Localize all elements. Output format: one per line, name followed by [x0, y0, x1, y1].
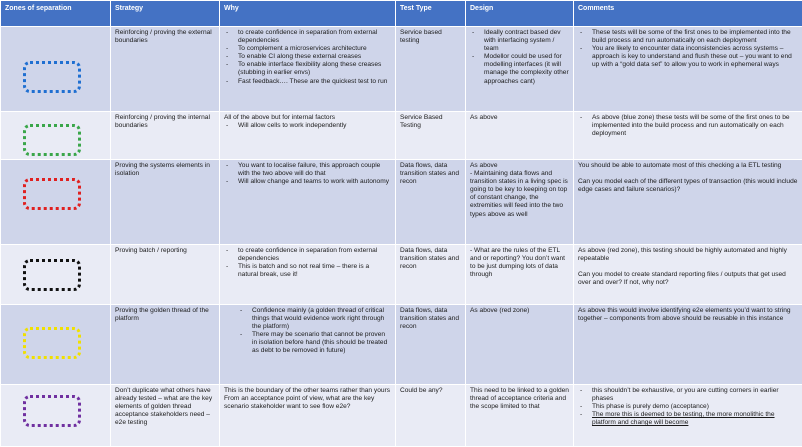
test-type-cell: Service based testing [396, 27, 466, 112]
header-comments: Comments [574, 1, 802, 27]
why-item: - To enable CI along these external creases [238, 53, 391, 61]
table-row [1, 305, 802, 385]
why-item: - to create confidence in separation from external dependencies [238, 247, 391, 263]
table-row [1, 385, 802, 447]
purple-zone-box [23, 395, 81, 427]
comment-text: Can you model to create standard reporting files / outputs that get used over and over? If not, why not? [578, 271, 798, 287]
comments-cell: As above this would involve identifying e2e elements you’d want to string together – components from above should be reusable in this instance [574, 305, 802, 385]
why-item: - To enable interface flexibility along these creases (stubbing in earlier envs) [238, 61, 391, 77]
design-text: - Maintaining data flows and transition states in a living spec is going to be key to keeping on top of constant change, the extremities will feed into the two types above as well [470, 170, 569, 219]
design-cell: As above [466, 112, 574, 160]
why-intro: All of the above but for internal factors [224, 114, 391, 122]
why-item: - This is batch and so not real time – there is a natural break, use it! [238, 263, 391, 279]
design-item: - Ideally contract based dev with interfacing system / team [484, 29, 569, 53]
table-row [1, 27, 802, 112]
comments-cell [574, 385, 802, 447]
why-text: This is the boundary of the other teams rather than yours [224, 387, 391, 395]
strategy-cell: Reinforcing / proving the internal boundaries [111, 112, 220, 160]
zone-cell [1, 305, 111, 385]
test-type-cell: Service Based Testing [396, 112, 466, 160]
comments-cell [574, 160, 802, 245]
comments-cell [574, 112, 802, 160]
test-type-cell: Could be any? [396, 385, 466, 447]
why-item: - You want to localise failure, this approach couple with the two above will do that [238, 162, 391, 178]
table-row [1, 160, 802, 245]
comment-text: As above (red zone), this testing should be highly automated and highly repeatable [578, 247, 798, 263]
why-cell [220, 305, 396, 385]
black-zone-box [23, 259, 81, 291]
zone-cell [1, 27, 111, 112]
why-item: - There may be scenario that cannot be proven in isolation before hand (this should be treated as debt to be removed in future) [252, 331, 391, 355]
strategy-cell: Don’t duplicate what others have already tested – what are the key elements of golden thread acceptance stakeholders need – e2e testing [111, 385, 220, 447]
header-zones: Zones of separation [1, 1, 111, 27]
design-cell [466, 160, 574, 245]
strategy-cell: Proving batch / reporting [111, 245, 220, 305]
header-design: Design [466, 1, 574, 27]
green-zone-box [23, 124, 81, 156]
test-type-cell: Data flows, data transition states and recon [396, 160, 466, 245]
comment-item: - this shouldn’t be exhaustive, or you are cutting corners in earlier phases [592, 387, 798, 403]
why-item: - Will allow cells to work independently [238, 122, 391, 130]
design-cell: This need to be linked to a golden thread of acceptance criteria and the scope limited to that [466, 385, 574, 447]
header-row [1, 1, 802, 27]
comment-item: - As above (blue zone) these tests will be some of the first ones to be implemented into the build process and run automatically on each deployment [592, 114, 798, 138]
why-item: - to create confidence in separation from external dependencies [238, 29, 391, 45]
why-text: From an acceptance point of view, what are the key scenario stakeholder want to see flow e2e? [224, 395, 391, 411]
design-item: - Modellor could be used for modelling interfaces (it will manage the complexity other approaches cant) [484, 53, 569, 85]
strategy-cell: Proving the golden thread of the platform [111, 305, 220, 385]
design-intro: As above [470, 162, 569, 170]
why-cell [220, 245, 396, 305]
blue-zone-box [23, 61, 81, 93]
comment-text: Can you model each of the different types of transaction (this would include edge cases and failure scenarios)? [578, 178, 798, 194]
why-item: - Confidence mainly (a golden thread of critical things that would evidence work right through the platform) [252, 307, 391, 331]
table-row [1, 245, 802, 305]
zone-cell [1, 385, 111, 447]
design-cell [466, 27, 574, 112]
comment-item: - These tests will be some of the first ones to be implemented into the build process and run automatically on each deployment [592, 29, 798, 45]
table-row [1, 112, 802, 160]
design-cell: - What are the rules of the ETL and or reporting? You don’t want to be just dumping lots of data through [466, 245, 574, 305]
why-cell [220, 160, 396, 245]
strategy-cell: Reinforcing / proving the external boundaries [111, 27, 220, 112]
strategy-cell: Proving the systems elements in isolation [111, 160, 220, 245]
why-item: - Will allow change and teams to work with autonomy [238, 178, 391, 186]
why-cell [220, 385, 396, 447]
why-item: - To complement a microservices architecture [238, 45, 391, 53]
comments-cell [574, 27, 802, 112]
why-item: - Fast feedback…. These are the quickest test to run [238, 78, 391, 86]
zone-cell [1, 245, 111, 305]
test-type-cell: Data flows, data transition states and recon [396, 245, 466, 305]
header-why: Why [220, 1, 396, 27]
yellow-zone-box [23, 327, 81, 359]
comment-item: - This phase is purely demo (acceptance) [592, 403, 798, 411]
header-test-type: Test Type [396, 1, 466, 27]
comment-item: - You are likely to encounter data inconsistencies across systems – approach is key to understand and flush these out – you want to end up with a “gold data set” to allow you to work in ephemeral ways [592, 45, 798, 69]
comment-text: You should be able to automate most of this checking a la ETL testing [578, 162, 798, 170]
zone-cell [1, 160, 111, 245]
test-type-cell: Data flows, data transition states and recon [396, 305, 466, 385]
comments-cell [574, 245, 802, 305]
why-cell [220, 112, 396, 160]
comment-item-underlined: - The more this is deemed to be testing, the more monolithic the platform and change will become [592, 411, 798, 427]
why-cell [220, 27, 396, 112]
header-strategy: Strategy [111, 1, 220, 27]
red-zone-box [23, 178, 81, 210]
design-cell: As above (red zone) [466, 305, 574, 385]
zone-cell [1, 112, 111, 160]
